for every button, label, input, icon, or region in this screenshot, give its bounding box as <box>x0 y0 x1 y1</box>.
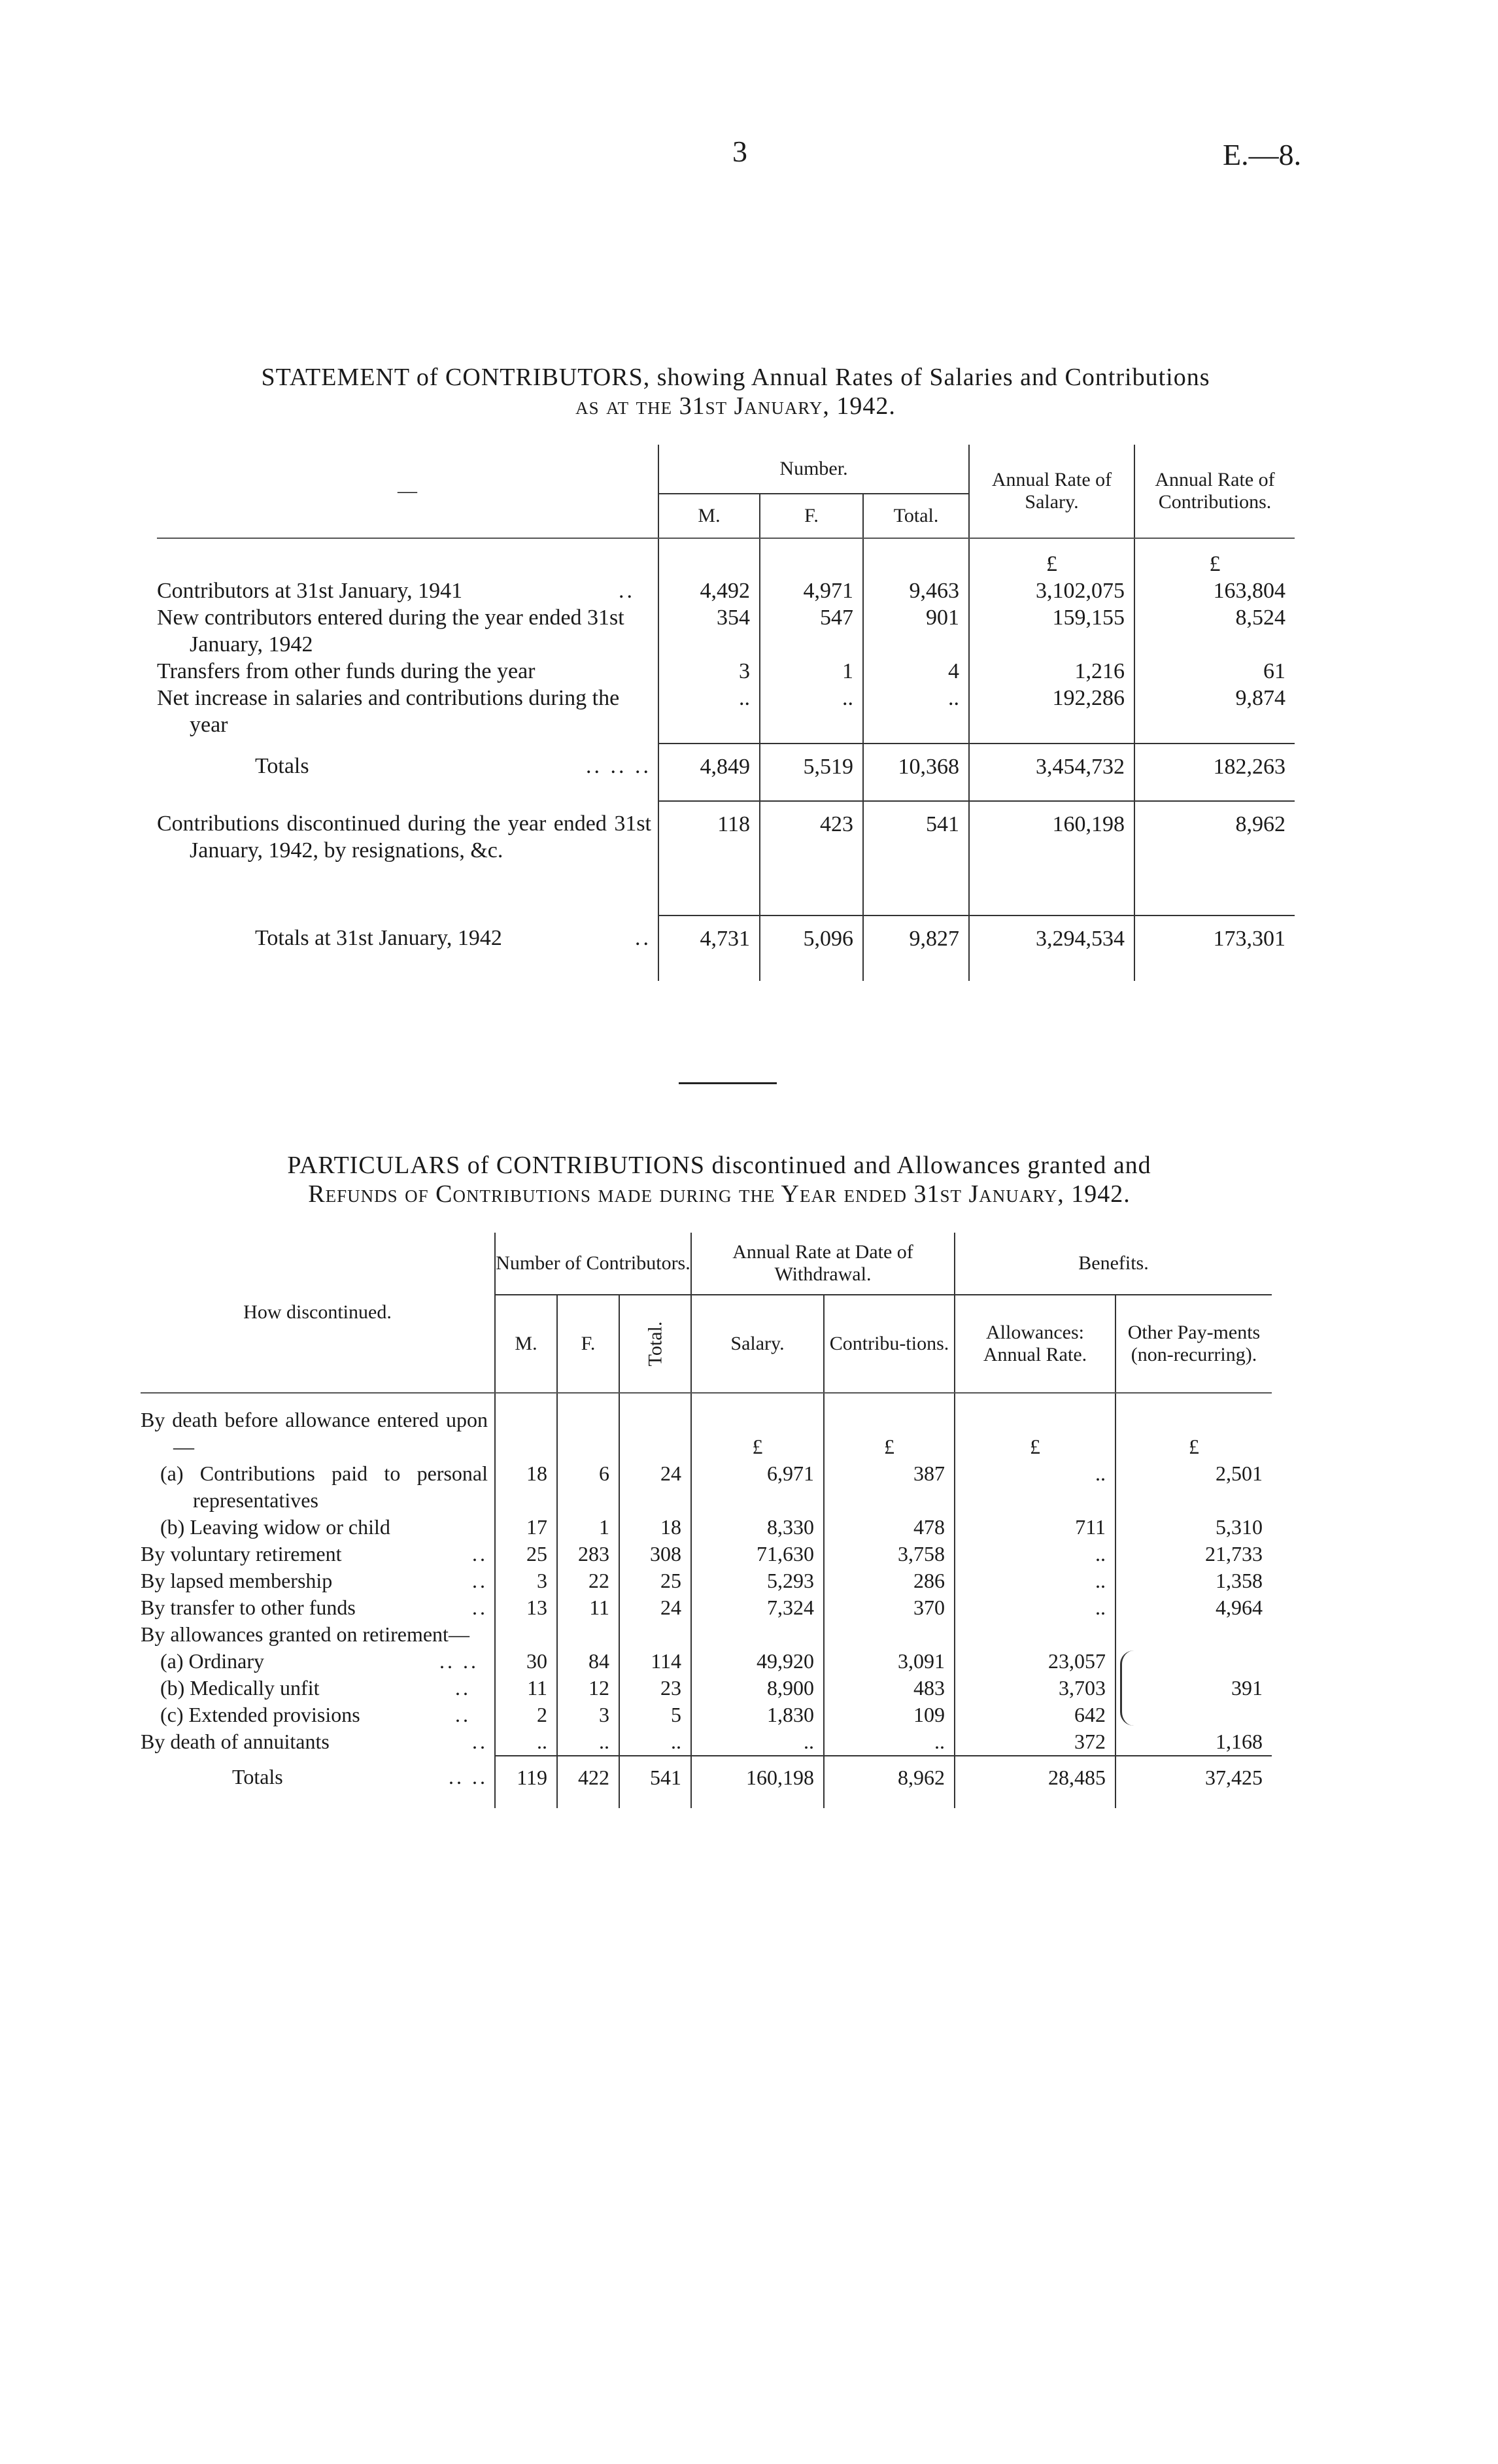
row-label-text: (a) Ordinary <box>160 1649 265 1673</box>
contributions-value: 173,301 <box>1134 915 1295 981</box>
total-value: 5 <box>619 1702 691 1728</box>
contributions-value: .. <box>824 1728 955 1756</box>
other-payments-value: 391 <box>1231 1676 1263 1700</box>
row-label <box>157 801 658 915</box>
group-label: By death before allowance entered upon— <box>141 1408 488 1458</box>
leader-dots: .. <box>472 1542 488 1566</box>
m-value: 118 <box>658 801 760 915</box>
other-payments-value: 1,358 <box>1115 1567 1272 1594</box>
leader-dots: .. .. <box>439 1649 479 1673</box>
salary-value: 8,900 <box>691 1675 824 1702</box>
total-value: 114 <box>619 1648 691 1675</box>
table-row <box>141 1541 1272 1567</box>
contributions-value: 483 <box>824 1675 955 1702</box>
f-value: 422 <box>557 1756 619 1808</box>
contributions-value: 3,758 <box>824 1541 955 1567</box>
benefits-group-header: Benefits. <box>955 1233 1272 1295</box>
allowances-value: .. <box>955 1460 1115 1514</box>
table-row <box>141 1728 1272 1756</box>
salary-value: 71,630 <box>691 1541 824 1567</box>
table-row <box>141 1567 1272 1594</box>
m-value: 4,492 <box>658 577 760 604</box>
m-value: 3 <box>658 658 760 685</box>
total-value: 541 <box>619 1756 691 1808</box>
contributions-value: 387 <box>824 1460 955 1514</box>
total-value: 9,827 <box>863 915 969 981</box>
total-value: 10,368 <box>863 744 969 801</box>
m-value: 4,731 <box>658 915 760 981</box>
other-payments-value: 2,501 <box>1115 1460 1272 1514</box>
discontinued-contributions-table <box>141 1233 1272 1808</box>
stub-header: How discontinued. <box>141 1233 495 1393</box>
contributions-value: 370 <box>824 1594 955 1621</box>
m-value: 30 <box>495 1648 557 1675</box>
table-row <box>157 744 1295 801</box>
m-value: 18 <box>495 1460 557 1514</box>
totals-row <box>141 1756 1272 1808</box>
m-value: 25 <box>495 1541 557 1567</box>
salary-value: 6,971 <box>691 1460 824 1514</box>
table-row <box>157 604 1295 658</box>
col-contributions-header: Annual Rate of Contributions. <box>1134 445 1295 538</box>
col-total-header: Total. <box>863 494 969 538</box>
table2-title-line1: PARTICULARS of CONTRIBUTIONS discontinued and Allowances granted and <box>287 1152 1151 1179</box>
salary-value: .. <box>691 1728 824 1756</box>
contributors-statement-table <box>157 445 1295 981</box>
row-label-text: By death of annuitants <box>141 1730 330 1753</box>
row-label-text: Contributions discontinued during the year ended 31st January, 1942, by resignations, &c. <box>157 812 651 863</box>
contributions-value: 163,804 <box>1134 577 1295 604</box>
m-value: 17 <box>495 1514 557 1541</box>
leader-dots: .. <box>472 1596 488 1619</box>
leader-dots: .. <box>472 1569 488 1592</box>
col-f-header: F. <box>557 1295 619 1393</box>
currency-symbol: £ <box>691 1393 824 1460</box>
table-row <box>141 1702 1272 1728</box>
row-label-text: Totals at 31st January, 1942 <box>255 926 502 950</box>
f-value: .. <box>557 1728 619 1756</box>
row-label-text: (b) Leaving widow or child <box>160 1515 390 1539</box>
table-row <box>141 1460 1272 1514</box>
group-label: By allowances granted on retirement— <box>141 1622 469 1646</box>
row-label-text: Transfers from other funds during the year <box>157 659 536 683</box>
row-label: .. (b) Medically unfit <box>160 1676 471 1700</box>
table-row <box>157 801 1295 915</box>
row-label <box>141 1756 495 1808</box>
annual-rate-group-header: Annual Rate at Date of Withdrawal. <box>691 1233 955 1295</box>
f-value: 3 <box>557 1702 619 1728</box>
m-value: 3 <box>495 1567 557 1594</box>
group-row <box>141 1621 1272 1648</box>
row-label <box>157 604 658 658</box>
contributions-value: 8,524 <box>1134 604 1295 658</box>
allowances-value: 711 <box>955 1514 1115 1541</box>
contributions-value: 478 <box>824 1514 955 1541</box>
currency-symbol: £ <box>955 1393 1115 1460</box>
salary-value: 3,102,075 <box>969 577 1134 604</box>
leader-dots: .. .. <box>449 1765 488 1788</box>
allowances-value: .. <box>955 1567 1115 1594</box>
allowances-value: 28,485 <box>955 1756 1115 1808</box>
col-m-header: M. <box>658 494 760 538</box>
row-label-text: New contributors entered during the year ended 31st January, 1942 <box>157 606 624 657</box>
salary-value: 3,294,534 <box>969 915 1134 981</box>
f-value: 6 <box>557 1460 619 1514</box>
brace <box>1120 1651 1134 1726</box>
row-label <box>141 1594 495 1621</box>
leader-dots: .. <box>472 1730 488 1753</box>
number-group-header: Number. <box>658 445 969 494</box>
row-label <box>141 1728 495 1756</box>
contributions-value: 286 <box>824 1567 955 1594</box>
stub-header: — <box>157 445 658 538</box>
allowances-value: .. <box>955 1594 1115 1621</box>
f-value: 5,096 <box>760 915 863 981</box>
table-row <box>141 1648 1272 1675</box>
row-label <box>157 915 658 981</box>
table2-title-line2: Refunds of Contributions made during the Year ended 31st January, 1942. <box>308 1180 1131 1208</box>
col-allowances-header: Allowances: Annual Rate. <box>955 1295 1115 1393</box>
contributions-value: 3,091 <box>824 1648 955 1675</box>
f-value: 4,971 <box>760 577 863 604</box>
salary-value: 3,454,732 <box>969 744 1134 801</box>
leader-dots: .. .. .. <box>586 754 651 778</box>
page-reference: E.—8. <box>1223 138 1302 171</box>
m-value: 4,849 <box>658 744 760 801</box>
number-contributors-group-header: Number of Contributors. <box>495 1233 691 1295</box>
f-value: 547 <box>760 604 863 658</box>
salary-value: 1,216 <box>969 658 1134 685</box>
row-label <box>141 1567 495 1594</box>
row-label-text: Contributors at 31st January, 1941 <box>157 579 463 603</box>
f-value: 22 <box>557 1567 619 1594</box>
total-value: 23 <box>619 1675 691 1702</box>
allowances-value: 642 <box>955 1702 1115 1728</box>
currency-salary: £ <box>969 538 1134 577</box>
f-value: .. <box>760 685 863 744</box>
other-payments-value: 21,733 <box>1115 1541 1272 1567</box>
col-total-header: Total. <box>644 1321 666 1367</box>
total-value: .. <box>619 1728 691 1756</box>
salary-value: 1,830 <box>691 1702 824 1728</box>
row-label <box>157 658 658 685</box>
table-row <box>157 685 1295 744</box>
row-label-text: (a) Contributions paid to personal representatives <box>160 1462 488 1512</box>
row-label <box>141 1514 495 1541</box>
table-row <box>141 1594 1272 1621</box>
currency-symbol: £ <box>824 1393 955 1460</box>
m-value: 2 <box>495 1702 557 1728</box>
f-value: 11 <box>557 1594 619 1621</box>
currency-symbol: £ <box>1115 1393 1272 1460</box>
table1-title-line1: STATEMENT of CONTRIBUTORS, showing Annual Rates of Salaries and Contributions <box>261 364 1210 391</box>
salary-value: 8,330 <box>691 1514 824 1541</box>
total-value: 901 <box>863 604 969 658</box>
f-value: 1 <box>557 1514 619 1541</box>
total-value: 25 <box>619 1567 691 1594</box>
row-label: .. Contributors at 31st January, 1941 <box>157 579 635 603</box>
allowances-value: 372 <box>955 1728 1115 1756</box>
row-label-text: By voluntary retirement <box>141 1542 342 1566</box>
col-m-header: M. <box>495 1295 557 1393</box>
leader-dots: .. <box>635 926 651 950</box>
row-label-text: By lapsed membership <box>141 1569 333 1592</box>
contributions-value: 8,962 <box>824 1756 955 1808</box>
salary-value: 7,324 <box>691 1594 824 1621</box>
row-label <box>157 685 658 744</box>
other-payments-value: 4,964 <box>1115 1594 1272 1621</box>
m-value: 11 <box>495 1675 557 1702</box>
total-value: 18 <box>619 1514 691 1541</box>
allowances-value: .. <box>955 1541 1115 1567</box>
row-label <box>141 1648 495 1675</box>
total-value: 24 <box>619 1594 691 1621</box>
m-value: 13 <box>495 1594 557 1621</box>
table-row <box>157 577 1295 604</box>
total-value: 541 <box>863 801 969 915</box>
other-payments-value: 37,425 <box>1115 1756 1272 1808</box>
col-other-payments-header: Other Pay-ments (non-recurring). <box>1115 1295 1272 1393</box>
allowances-value: 23,057 <box>955 1648 1115 1675</box>
row-label-text: Totals <box>232 1765 283 1788</box>
section-divider <box>679 1082 777 1084</box>
other-payments-value: 1,168 <box>1115 1728 1272 1756</box>
table-row <box>157 915 1295 981</box>
table1-title <box>163 363 1308 420</box>
contributions-value: 182,263 <box>1134 744 1295 801</box>
f-value: 1 <box>760 658 863 685</box>
col-salary-header: Annual Rate of Salary. <box>969 445 1134 538</box>
salary-value: 160,198 <box>969 801 1134 915</box>
currency-contributions: £ <box>1134 538 1295 577</box>
table-row <box>157 658 1295 685</box>
table1-title-line2: as at the 31st January, 1942. <box>575 392 896 420</box>
total-value: .. <box>863 685 969 744</box>
total-value: 24 <box>619 1460 691 1514</box>
row-label <box>157 744 658 801</box>
salary-value: 192,286 <box>969 685 1134 744</box>
table-row <box>141 1514 1272 1541</box>
allowances-value: 3,703 <box>955 1675 1115 1702</box>
table2-title <box>150 1151 1288 1208</box>
contributions-value: 61 <box>1134 658 1295 685</box>
salary-value: 159,155 <box>969 604 1134 658</box>
contributions-value: 109 <box>824 1702 955 1728</box>
m-value: .. <box>658 685 760 744</box>
salary-value: 49,920 <box>691 1648 824 1675</box>
m-value: 354 <box>658 604 760 658</box>
table-row <box>141 1675 1272 1702</box>
col-f-header: F. <box>760 494 863 538</box>
row-label-text: By transfer to other funds <box>141 1596 356 1619</box>
f-value: 283 <box>557 1541 619 1567</box>
m-value: 119 <box>495 1756 557 1808</box>
total-value: 4 <box>863 658 969 685</box>
row-label <box>141 1541 495 1567</box>
m-value: .. <box>495 1728 557 1756</box>
f-value: 5,519 <box>760 744 863 801</box>
page-number: 3 <box>732 135 747 168</box>
col-contributions-header: Contribu-tions. <box>824 1295 955 1393</box>
salary-value: 160,198 <box>691 1756 824 1808</box>
f-value: 423 <box>760 801 863 915</box>
f-value: 12 <box>557 1675 619 1702</box>
contributions-value: 9,874 <box>1134 685 1295 744</box>
row-label-text: Totals <box>255 754 309 778</box>
col-salary-header: Salary. <box>691 1295 824 1393</box>
f-value: 84 <box>557 1648 619 1675</box>
row-label: .. (c) Extended provisions <box>160 1703 471 1726</box>
row-label-text: Net increase in salaries and contributions during the year <box>157 686 620 737</box>
row-label-text: (b) Medically unfit <box>160 1676 320 1700</box>
salary-value: 5,293 <box>691 1567 824 1594</box>
row-label <box>141 1460 495 1514</box>
total-value: 308 <box>619 1541 691 1567</box>
row-label-text: (c) Extended provisions <box>160 1703 360 1726</box>
group-row <box>141 1393 1272 1460</box>
total-value: 9,463 <box>863 577 969 604</box>
contributions-value: 8,962 <box>1134 801 1295 915</box>
other-payments-value: 5,310 <box>1115 1514 1272 1541</box>
